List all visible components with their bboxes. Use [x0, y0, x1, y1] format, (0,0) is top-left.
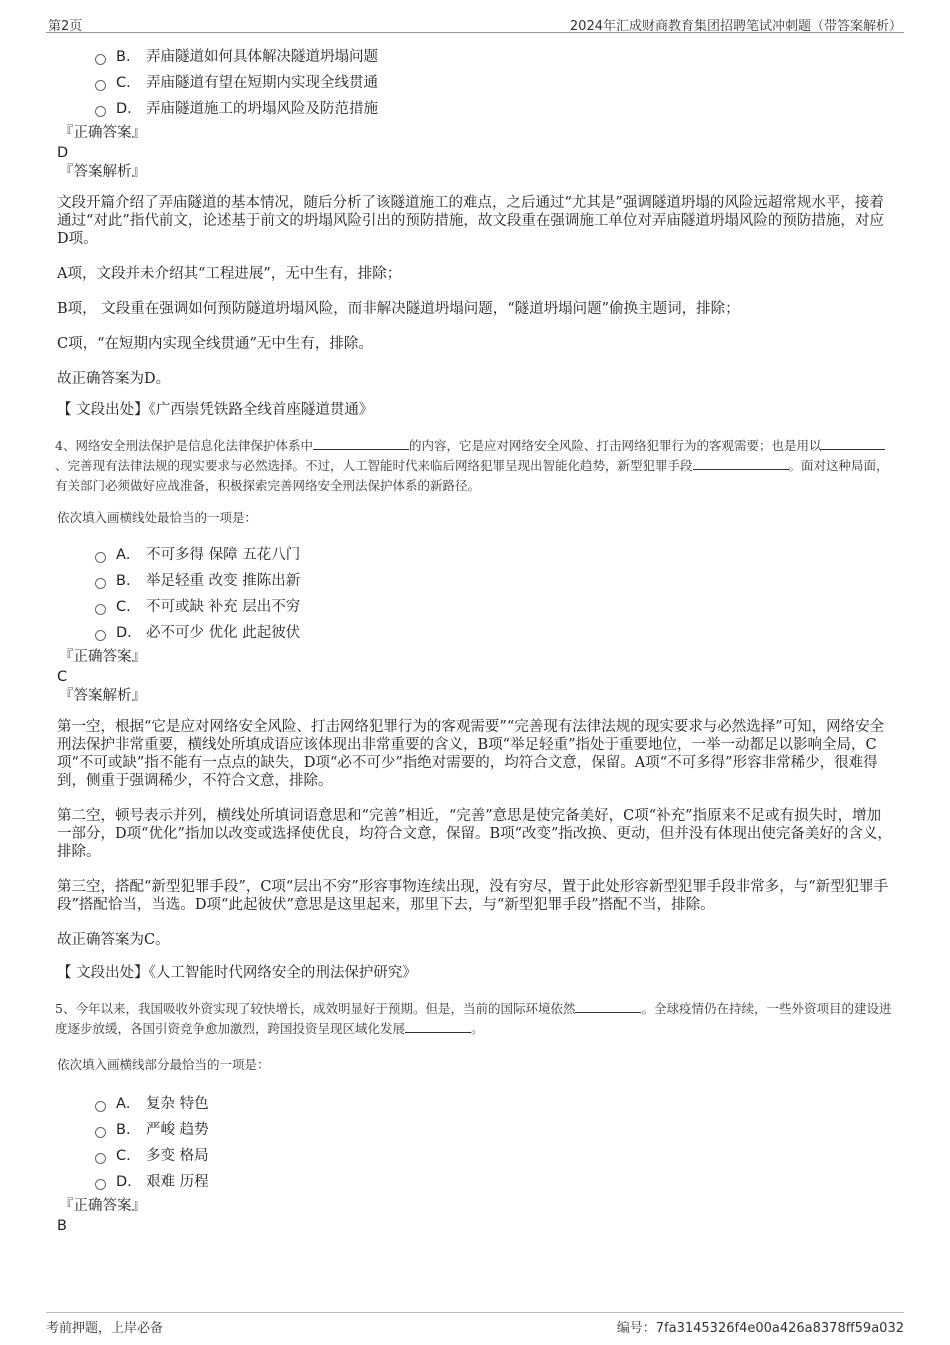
page-number: 第2页: [48, 19, 83, 34]
blank-line: [693, 457, 789, 470]
q5-options: [95, 1091, 895, 1195]
q5-answer: B: [57, 1218, 67, 1234]
q4-option-a[interactable]: A． 不可多得 保障 五花八门: [95, 542, 895, 568]
q3-analysis-para: 文段开篇介绍了弄庙隧道的基本情况，随后分析了该隧道施工的难点，之后通过“尤其是”强调隧道坍塌的风险远超常规水平，接着通过“对此”指代前文，论述基于前文的坍塌风险引出的预防措施，故文段重在强调施工单位对弄庙隧道坍塌风险的预防措施，对应D项。: [57, 195, 884, 247]
radio-icon[interactable]: [95, 54, 106, 65]
blank-line: [575, 1000, 641, 1013]
q5-prompt: 依次填入画横线部分最恰当的一项是：: [57, 1057, 270, 1072]
q3-options: [95, 44, 895, 122]
q4-option-d[interactable]: D. 必不可少 优化 此起彼伏: [95, 620, 895, 646]
radio-icon[interactable]: [95, 106, 106, 117]
blank-line: [313, 437, 409, 450]
q4-answer: C: [57, 669, 68, 685]
blank-line: [405, 1020, 471, 1033]
q4-prompt: 依次填入画横线处最恰当的一项是：: [57, 510, 258, 525]
q5-option-c[interactable]: C. 多变 格局: [95, 1143, 895, 1169]
q3-answer: D: [57, 145, 69, 161]
q4-stem: 4、网络安全刑法保护是信息化法律保护体系中 的内容，它是应对网络安全风险、打击网络犯罪行为的客观需要；也是用以、完善现有法律法规的现实要求与必然选择。不过，人工智能时代来临后网络犯罪呈现出智能化趋势，新型犯罪手段 。面对这种局面，有关部门必须做好应战准备，积极探索完善网络安全刑法保护体系的新路径。: [55, 438, 889, 493]
q5-option-d[interactable]: D. 艰难 历程: [95, 1169, 895, 1195]
q3-option-d[interactable]: D. 弄庙隧道施工的坍塌风险及防范措施: [95, 96, 895, 122]
q4-answer-label: 『正确答案』: [59, 649, 146, 665]
q5-option-b[interactable]: B. 严峻 趋势: [95, 1117, 895, 1143]
q3-source: 【 文段出处】《广西崇凭铁路全线首座隧道贯通》: [57, 402, 374, 418]
q3-analysis-para: C项，“在短期内实现全线贯通”无中生有，排除。: [57, 336, 373, 352]
q5-option-a[interactable]: A． 复杂 特色: [95, 1091, 895, 1117]
radio-icon[interactable]: [95, 630, 106, 641]
page-footer: [46, 1312, 904, 1336]
radio-icon[interactable]: [95, 552, 106, 563]
document-title: 2024年汇成财商教育集团招聘笔试冲刺题（带答案解析）: [569, 19, 902, 34]
q4-options: [95, 542, 895, 646]
q4-analysis-para: 故正确答案为C。: [57, 932, 170, 948]
q4-analysis-label: 『答案解析』: [59, 688, 146, 704]
blank-line: [821, 437, 885, 450]
radio-icon[interactable]: [95, 1179, 106, 1190]
q3-analysis-para: B项， 文段重在强调如何预防隧道坍塌风险，而非解决隧道坍塌问题，“隧道坍塌问题”偷换主题词，排除；: [57, 301, 740, 317]
q4-option-b[interactable]: B. 举足轻重 改变 推陈出新: [95, 568, 895, 594]
q3-analysis-para: 故正确答案为D。: [57, 371, 171, 387]
radio-icon[interactable]: [95, 80, 106, 91]
page-header: [46, 12, 904, 33]
q4-option-c[interactable]: C. 不可或缺 补充 层出不穷: [95, 594, 895, 620]
q3-option-b[interactable]: B. 弄庙隧道如何具体解决隧道坍塌问题: [95, 44, 895, 70]
q3-option-c[interactable]: C. 弄庙隧道有望在短期内实现全线贯通: [95, 70, 895, 96]
q5-stem: 5、今年以来，我国吸收外资实现了较快增长，成效明显好于预期。但是，当前的国际环境依然 。全球疫情仍在持续，一些外资项目的建设进度逐步放缓，各国引资竞争愈加激烈，跨国投资呈现区域化发展 。: [55, 1001, 892, 1036]
q3-answer-label: 『正确答案』: [59, 125, 146, 141]
q4-analysis-para: 第二空，顿号表示并列，横线处所填词语意思和“完善”相近，“完善”意思是使完备美好，C项“补充”指原来不足或有损失时，增加一部分，D项“优化”指加以改变或选择使优良，均符合文意，保留。B项“改变”指改换、更动，但并没有体现出使完备美好的含义，排除。: [57, 808, 892, 860]
radio-icon[interactable]: [95, 1127, 106, 1138]
radio-icon[interactable]: [95, 604, 106, 615]
radio-icon[interactable]: [95, 1153, 106, 1164]
q3-analysis-label: 『答案解析』: [59, 164, 146, 180]
q4-source: 【 文段出处】《人工智能时代网络安全的刑法保护研究》: [57, 965, 417, 981]
q5-answer-label: 『正确答案』: [59, 1198, 146, 1214]
radio-icon[interactable]: [95, 1101, 106, 1112]
footer-slogan: 考前押题，上岸必备: [46, 1321, 164, 1336]
q3-analysis-para: A项，文段并未介绍其“工程进展”，无中生有，排除；: [57, 266, 402, 282]
document-code: 编号：7fa3145326f4e00a426a8378ff59a032: [616, 1321, 904, 1336]
page-content: [57, 38, 895, 1236]
q4-analysis-para: 第一空，根据“它是应对网络安全风险、打击网络犯罪行为的客观需要”“完善现有法律法规的现实要求与必然选择”可知，网络安全刑法保护非常重要，横线处所填成语应该体现出非常重要的含义，B项“举足轻重”指处于重要地位，一举一动都足以影响全局，C项“不可或缺”指不能有一点点的缺失，D项“必不可少”指绝对需要的，均符合文意，保留。A项“不可多得”形容非常稀少，很难得到，侧重于强调稀少，不符合文意，排除。: [57, 719, 885, 789]
q4-analysis-para: 第三空，搭配“新型犯罪手段”，C项“层出不穷”形容事物连续出现，没有穷尽，置于此处形容新型犯罪手段非常多，与“新型犯罪手段”搭配恰当，当选。D项“此起彼伏”意思是这里起来，那里下去，与“新型犯罪手段”搭配不当，排除。: [57, 879, 889, 913]
radio-icon[interactable]: [95, 578, 106, 589]
